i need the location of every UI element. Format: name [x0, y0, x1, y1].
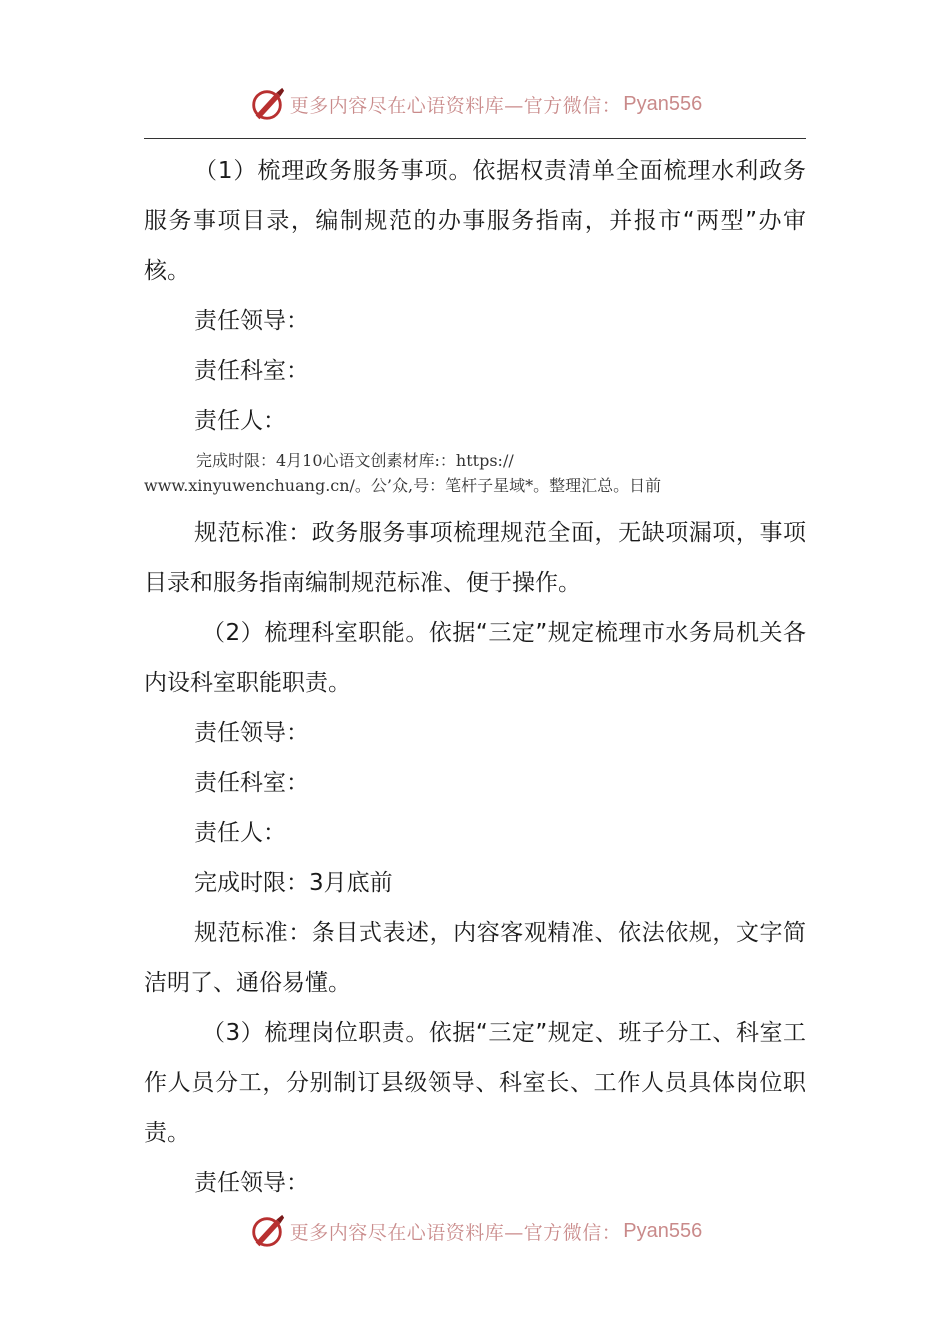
responsible-leader: 责任领导： — [194, 720, 309, 746]
banner-handle: Pyan556 — [623, 92, 703, 115]
deadline-task-2: 完成时限：3月底前 — [194, 870, 393, 896]
responsible-person: 责任人： — [194, 820, 286, 846]
footer-banner — [0, 1209, 950, 1253]
responsible-leader: 责任领导： — [194, 1170, 309, 1196]
responsible-person: 责任人： — [194, 408, 286, 434]
responsible-leader: 责任领导： — [194, 308, 309, 334]
responsible-department: 责任科室： — [194, 770, 309, 796]
header-banner — [0, 82, 950, 126]
banner-text: 更多内容尽在心语资料库—官方微信： — [289, 94, 622, 117]
watermark-note-line2: www.xinyuwenchuang.cn/。公’众,号：笔杆子星域*。整理汇总。日前 — [144, 476, 662, 495]
pen-logo-icon — [248, 85, 286, 123]
standard-task-1: 规范标准：政务服务事项梳理规范全面，无缺项漏项，事项目录和服务指南编制规范标准、便于操作。 — [144, 520, 806, 596]
standard-task-2: 规范标准：条目式表述，内容客观精准、依法依规，文字简洁明了、通俗易懂。 — [144, 920, 806, 996]
document-body — [144, 146, 806, 1208]
pen-logo-icon — [248, 1212, 286, 1250]
responsible-department: 责任科室： — [194, 358, 309, 384]
paragraph-task-2: （2）梳理科室职能。依据“三定”规定梳理市水务局机关各内设科室职能职责。 — [144, 620, 806, 696]
header-divider — [144, 138, 806, 139]
watermark-note — [144, 448, 806, 498]
banner-text: 更多内容尽在心语资料库—官方微信： — [289, 1221, 622, 1244]
banner-handle: Pyan556 — [623, 1219, 703, 1242]
watermark-note-line1: 完成时限：4月10心语文创素材库:：https:// — [196, 451, 514, 470]
paragraph-task-3: （3）梳理岗位职责。依据“三定”规定、班子分工、科室工作人员分工，分别制订县级领导、科室长、工作人员具体岗位职责。 — [144, 1020, 806, 1146]
paragraph-task-1: （1）梳理政务服务事项。依据权责清单全面梳理水利政务服务事项目录，编制规范的办事服务指南，并报市“两型”办审核。 — [144, 158, 806, 284]
